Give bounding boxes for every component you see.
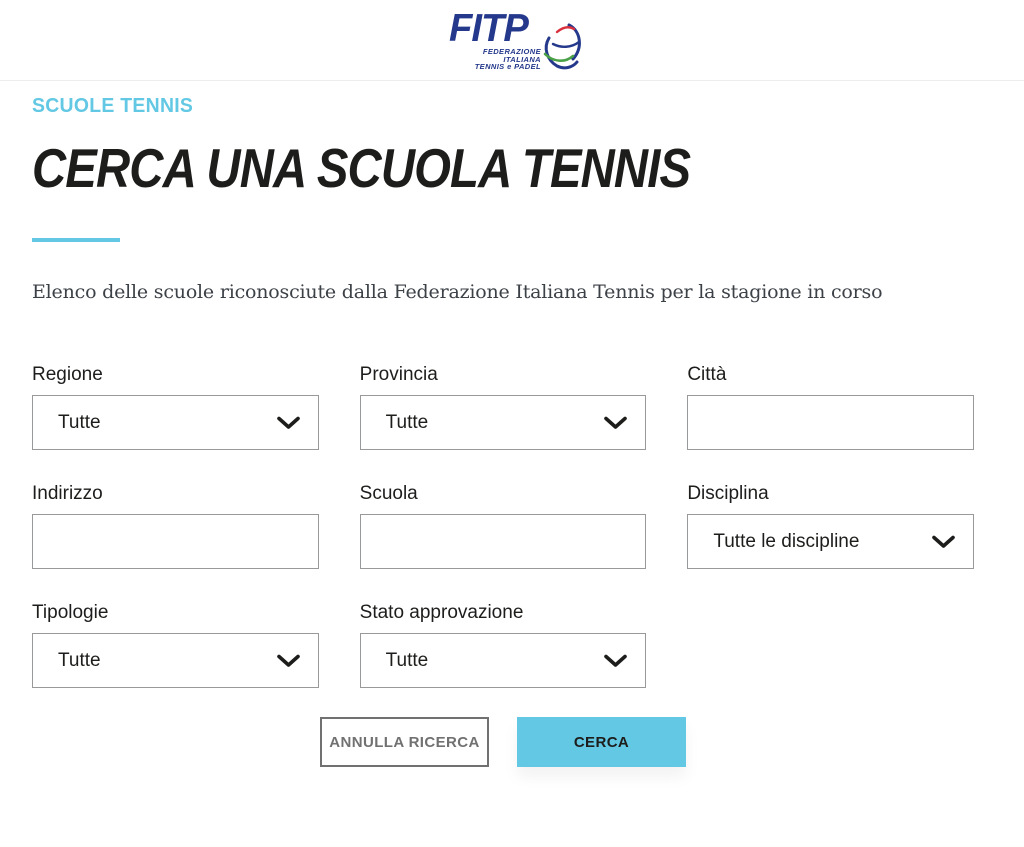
chevron-down-icon — [277, 416, 300, 430]
indirizzo-input[interactable] — [32, 514, 319, 569]
field-stato-approvazione — [360, 602, 647, 688]
chevron-down-icon — [932, 535, 955, 549]
field-tipologie — [32, 602, 319, 688]
citta-label: Città — [687, 364, 727, 385]
fitp-logo[interactable] — [437, 8, 587, 72]
regione-label: Regione — [32, 364, 103, 385]
chevron-down-icon — [277, 654, 300, 668]
fitp-tagline: FEDERAZIONE ITALIANA TENNIS e PADEL — [474, 47, 541, 71]
field-scuola — [360, 483, 647, 569]
field-regione — [32, 364, 319, 450]
provincia-select[interactable] — [360, 395, 647, 450]
page-description: Elenco delle scuole riconosciute dalla Federazione Italiana Tennis per la stagione in corso — [32, 281, 883, 303]
chevron-down-icon — [604, 654, 627, 668]
disciplina-select[interactable] — [687, 514, 974, 569]
tipologie-label: Tipologie — [32, 602, 109, 623]
field-disciplina — [687, 483, 974, 569]
site-header — [0, 0, 1024, 81]
provincia-label: Provincia — [359, 364, 438, 385]
stato-approvazione-value: Tutte — [385, 649, 429, 671]
stato-approvazione-select[interactable] — [360, 633, 647, 688]
annulla-ricerca-button[interactable]: ANNULLA RICERCA — [320, 717, 489, 767]
stato-approvazione-label: Stato approvazione — [359, 602, 524, 623]
fitp-wordmark: FITP — [449, 7, 528, 50]
field-provincia — [360, 364, 647, 450]
provincia-value: Tutte — [385, 411, 429, 433]
citta-input[interactable] — [687, 395, 974, 450]
indirizzo-label: Indirizzo — [32, 483, 103, 504]
grid-spacer — [687, 602, 974, 688]
title-divider — [32, 238, 120, 242]
regione-value: Tutte — [58, 411, 101, 433]
page-title: CERCA UNA SCUOLA TENNIS — [32, 137, 691, 199]
disciplina-label: Disciplina — [687, 483, 769, 504]
main-content — [0, 81, 1024, 767]
disciplina-value: Tutte le discipline — [713, 530, 860, 552]
search-form — [32, 364, 974, 688]
regione-select[interactable] — [32, 395, 319, 450]
scuola-label: Scuola — [359, 483, 418, 504]
tennis-ball-icon — [539, 22, 587, 72]
chevron-down-icon — [604, 416, 627, 430]
tipologie-value: Tutte — [58, 649, 101, 671]
field-citta — [687, 364, 974, 450]
form-actions — [32, 717, 974, 767]
cerca-button[interactable]: CERCA — [517, 717, 686, 767]
section-eyebrow: SCUOLE TENNIS — [32, 95, 194, 117]
tipologie-select[interactable] — [32, 633, 319, 688]
field-indirizzo — [32, 483, 319, 569]
scuola-input[interactable] — [360, 514, 647, 569]
